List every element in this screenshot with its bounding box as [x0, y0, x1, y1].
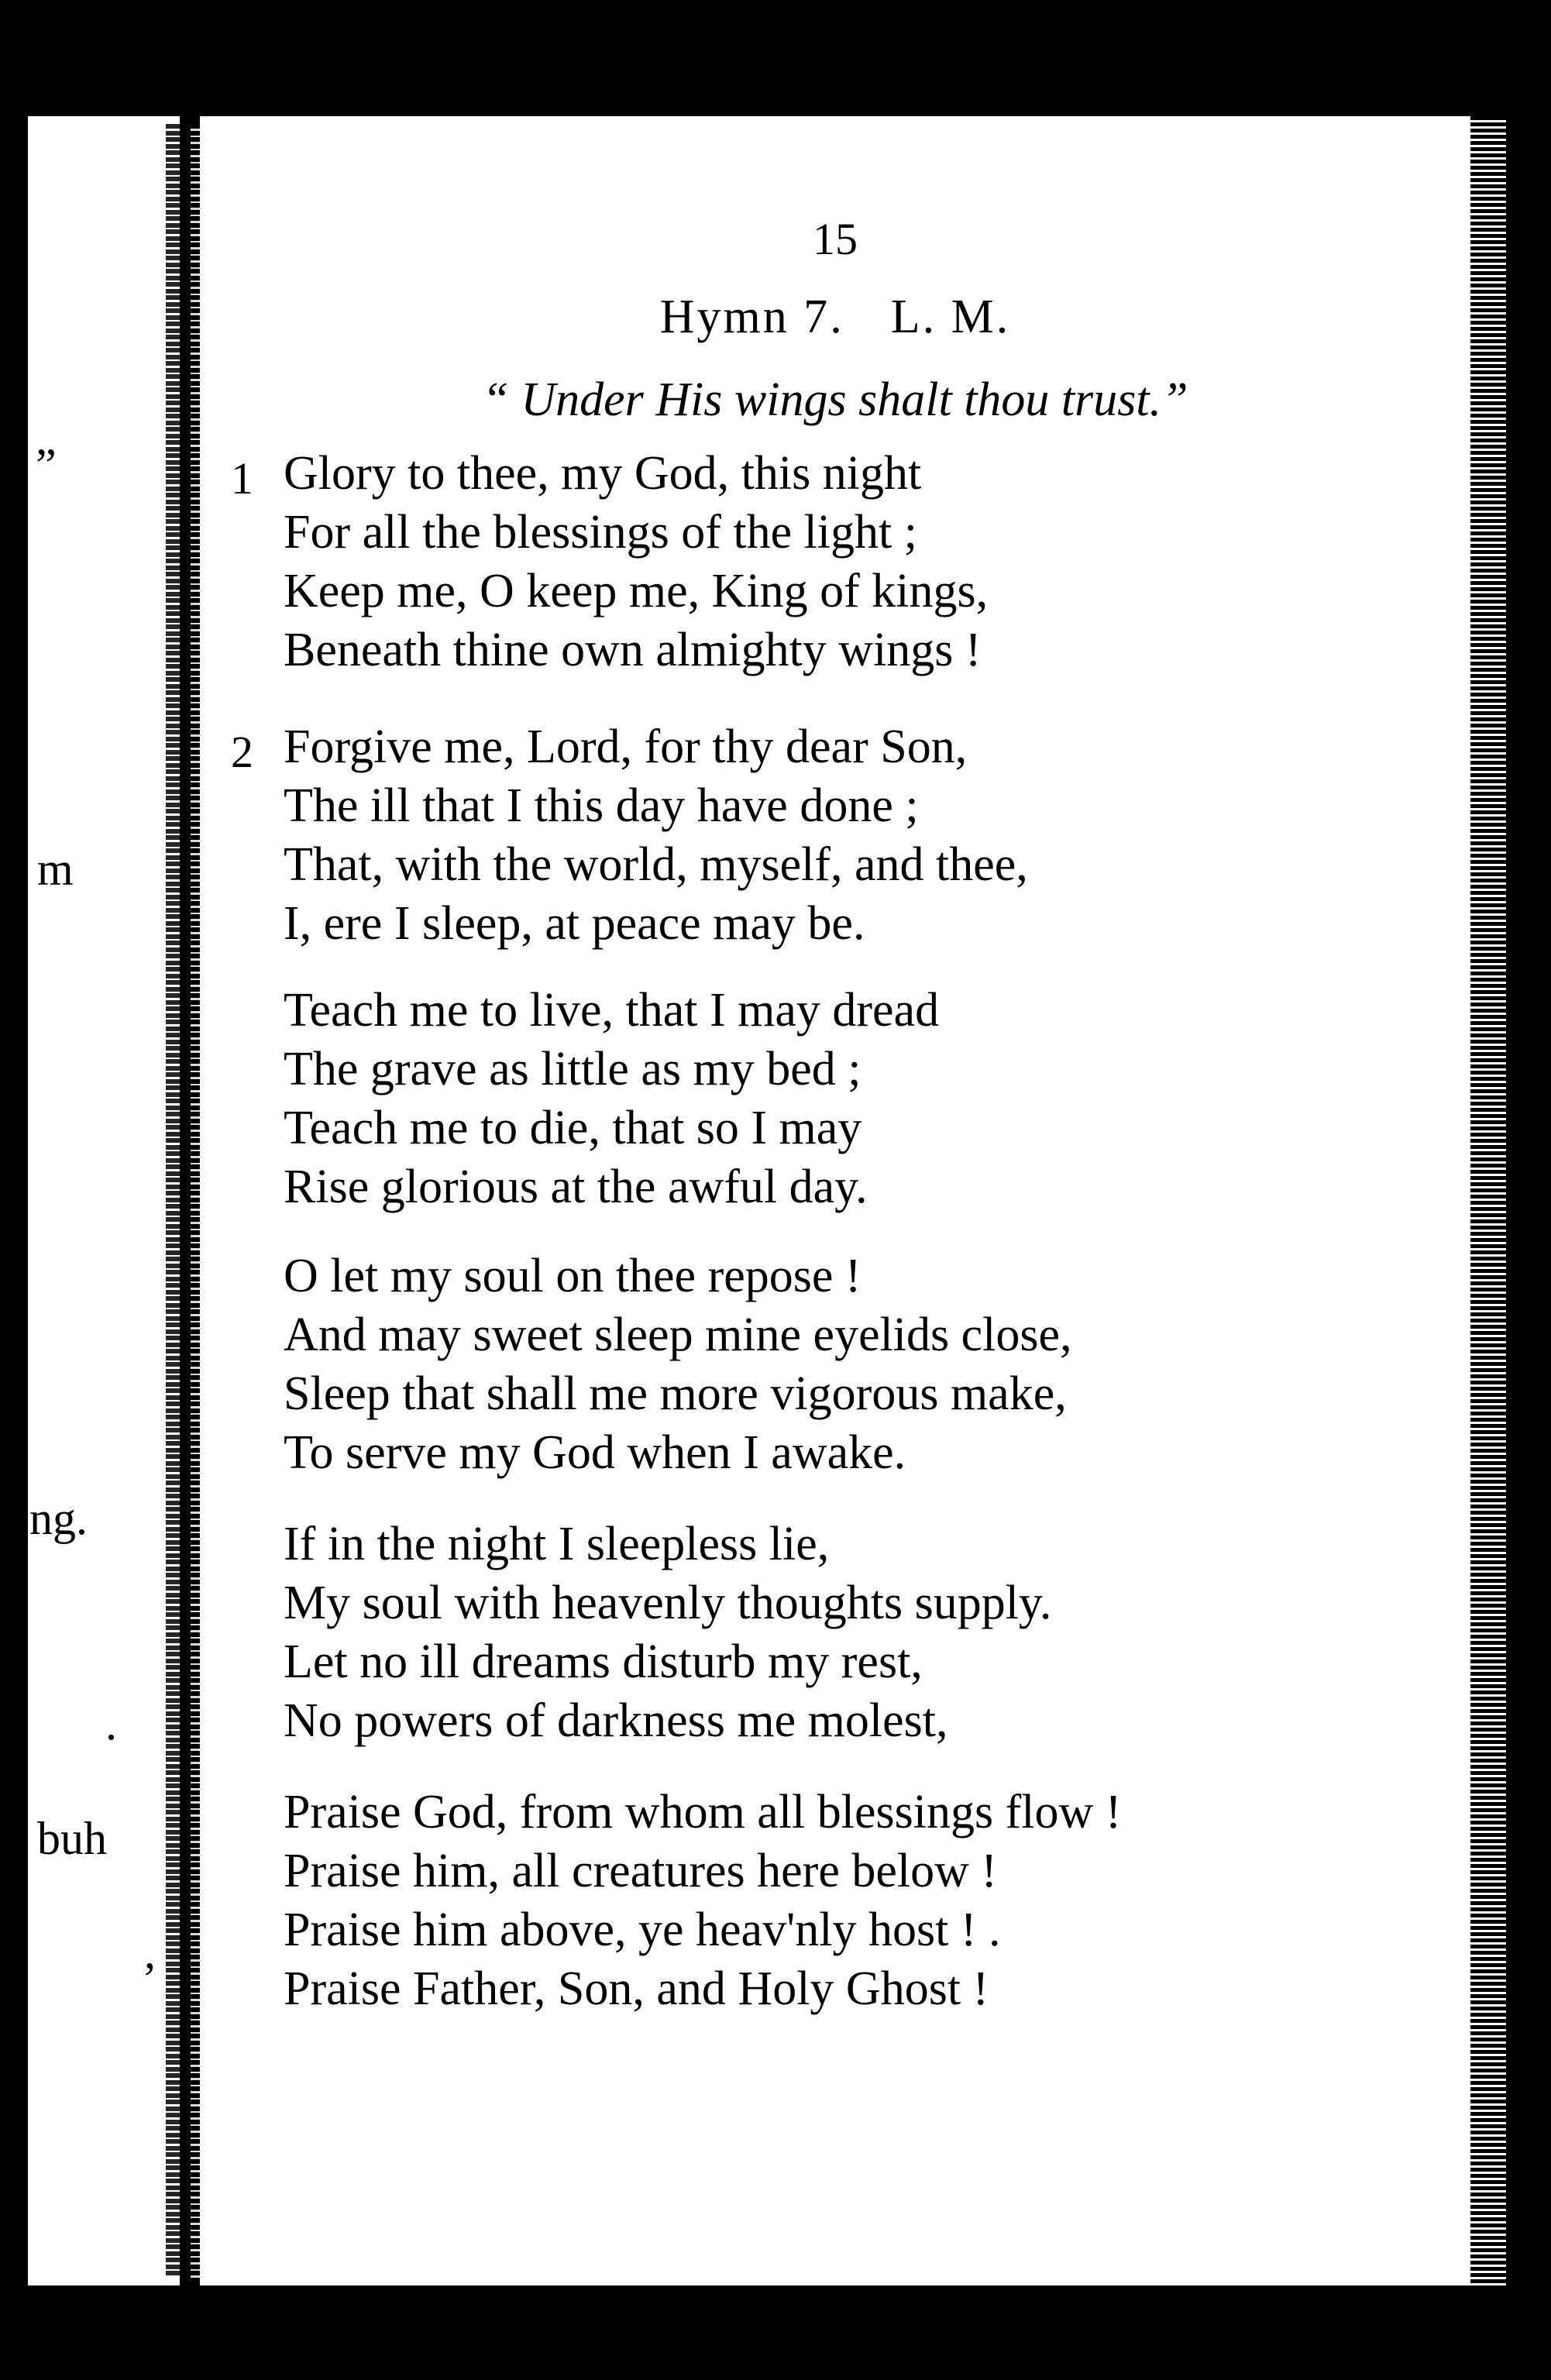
facing-page-edge [28, 116, 180, 2285]
stanza-number: 1 [231, 453, 253, 504]
page-number: 15 [813, 214, 858, 264]
verse-line: Praise Father, Son, and Holy Ghost ! [284, 1962, 989, 2015]
hymn-meter: L. M. [890, 291, 1011, 343]
verse-line: Praise him above, ye heav'nly host ! . [284, 1904, 1001, 1956]
hymn-page [200, 116, 1470, 2285]
verse-line: I, ere I sleep, at peace may be. [284, 897, 865, 950]
hymn-title: Hymn 7. [659, 291, 844, 343]
verse-line: Glory to thee, my God, this night [284, 447, 922, 500]
verse-line: For all the blessings of the light ; [284, 506, 917, 559]
hymn-epigraph: “ Under His wings shalt thou trust.” [482, 373, 1188, 426]
facing-page-fragment: ng. [29, 1493, 88, 1544]
verse-line: Teach me to live, that I may dread [284, 984, 940, 1037]
verse-line: To serve my God when I awake. [284, 1426, 906, 1479]
verse-line: No powers of darkness me molest, [284, 1694, 948, 1747]
verse-line: Teach me to die, that so I may [284, 1102, 862, 1154]
verse-line: Praise him, all creatures here below ! [284, 1845, 998, 1897]
verse-line: Forgive me, Lord, for thy dear Son, [284, 721, 968, 773]
facing-page-fragment: . [105, 1698, 117, 1749]
verse-line: The grave as little as my bed ; [284, 1043, 861, 1095]
hymn-heading [200, 293, 1470, 341]
facing-page-fragment: ” [36, 439, 57, 490]
facing-page-fragment: buh [37, 1813, 107, 1864]
verse-line: Sleep that shall me more vigorous make, [284, 1367, 1067, 1420]
verse-line: Keep me, O keep me, King of kings, [284, 565, 989, 617]
verse-line: Beneath thine own almighty wings ! [284, 624, 982, 676]
book-gutter-shadow [180, 124, 191, 2278]
verse-line: Praise God, from whom all blessings flow ! [284, 1786, 1122, 1838]
verse-line: The ill that I this day have done ; [284, 779, 919, 832]
verse-line: If in the night I sleepless lie, [284, 1518, 830, 1570]
facing-page-fragment: m [37, 844, 74, 895]
verse-line: That, with the world, myself, and thee, [284, 838, 1028, 891]
verse-line: Rise glorious at the awful day. [284, 1161, 868, 1213]
verse-line: And may sweet sleep mine eyelids close, [284, 1309, 1072, 1361]
page-right-edge [1470, 116, 1506, 2285]
verse-line: My soul with heavenly thoughts supply. [284, 1577, 1052, 1629]
verse-line: Let no ill dreams disturb my rest, [284, 1635, 923, 1688]
stanza-number: 2 [231, 727, 253, 777]
verse-line: O let my soul on thee repose ! [284, 1250, 861, 1302]
facing-page-fragment: , [144, 1927, 156, 1978]
